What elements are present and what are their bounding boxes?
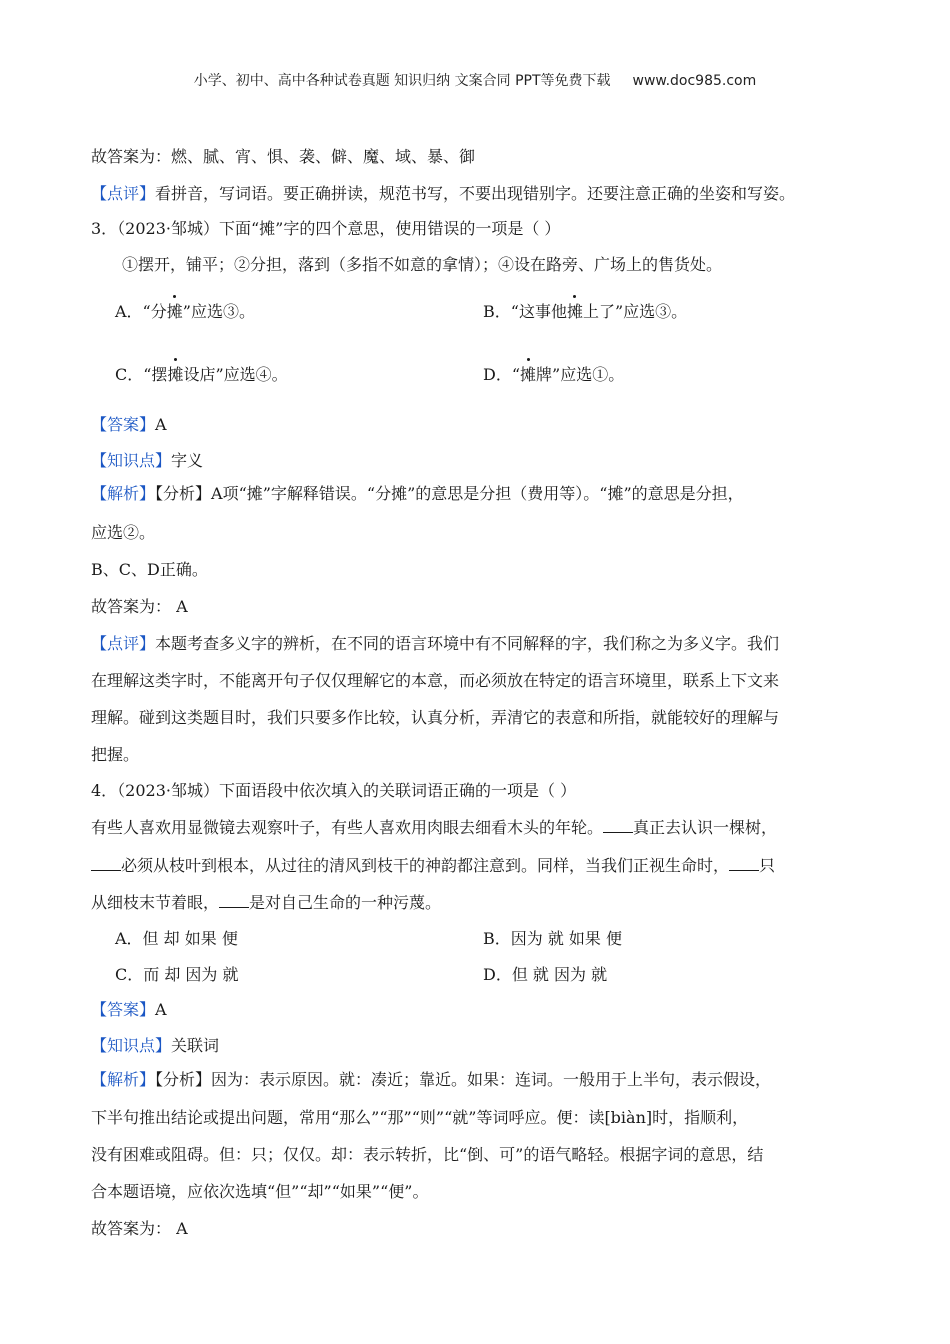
q4-analysis: 【解析】【分析】因为：表示原因。就：凑近；靠近。如果：连词。一般用于上半句，表示假设， [91, 1070, 772, 1089]
emphasis-dot: 摊 [566, 302, 583, 321]
q3-knowledge-point [91, 450, 203, 472]
q4-analysis-4: 合本题语境，应依次选填“但”“却”“如果”“便”。 [91, 1182, 429, 1201]
q3-analysis-3: B、C、D正确。 [91, 560, 208, 579]
kp-tag: 【知识点】 [91, 1036, 172, 1055]
answer-tag: 【答案】 [91, 1000, 156, 1019]
q3-meanings: ①摆开，铺平；②分担，落到（多指不如意的拿情）；④设在路旁、广场上的售货处。 [122, 255, 723, 274]
fill-blank[interactable] [603, 818, 633, 833]
q3-comment: 【点评】本题考查多义字的辨析，在不同的语言环境中有不同解释的字，我们称之为多义字。我们 [91, 634, 780, 653]
q4-stem: 4．（2023·邹城）下面语段中依次填入的关联词语正确的一项是（ ） [91, 781, 577, 800]
q2-answer: 故答案为：燃、腻、宵、惧、袭、僻、魔、域、暴、御 [91, 147, 476, 166]
fill-blank[interactable] [91, 856, 121, 871]
q4-final-answer: 故答案为： A [91, 1219, 188, 1238]
q2-comment [91, 183, 795, 205]
q3-analysis: 【解析】【分析】A项“摊”字解释错误。“分摊”的意思是分担（费用等）。“摊”的意思是分担， [91, 484, 744, 503]
q3-answer [91, 414, 167, 436]
answer-value: A [155, 415, 167, 434]
q3-option-d[interactable]: D．“摊牌”应选①。 [483, 365, 625, 384]
answer-value: A [155, 1000, 167, 1019]
comment-text: 看拼音，写词语。要正确拼读，规范书写，不要出现错别字。还要注意正确的坐姿和写姿。 [155, 184, 796, 203]
q4-analysis-2: 下半句推出结论或提出问题，常用“那么”“那”“则”“就”等词呼应。便：读[biàn]时，指顺利， [91, 1108, 749, 1127]
q3-option-c[interactable]: C．“摆摊设店”应选④。 [115, 365, 288, 384]
q3-option-b[interactable]: B．“这事他摊上了”应选③。 [483, 302, 688, 321]
q3-analysis-2: 应选②。 [91, 523, 156, 542]
q4-option-b[interactable]: B．因为 就 如果 便 [483, 929, 623, 948]
comment-tag: 【点评】 [91, 184, 156, 203]
emphasis-dot: 摊 [520, 365, 537, 384]
q3-comment-3: 理解。碰到这类题目时，我们只要多作比较，认真分析，弄清它的表意和所指，就能较好的理解与 [91, 708, 780, 727]
header-title: 小学、初中、高中各种试卷真题 知识归纳 文案合同 PPT等免费下载 [193, 73, 611, 89]
header-site[interactable]: www.doc985.com [632, 73, 757, 89]
kp-value: 关联词 [171, 1036, 220, 1055]
fill-blank[interactable] [729, 856, 759, 871]
fill-blank[interactable] [219, 893, 249, 908]
q4-answer [91, 999, 167, 1021]
emphasis-dot: 摊 [167, 365, 184, 384]
q3-comment-4: 把握。 [91, 745, 140, 764]
q4-option-a[interactable]: A．但 却 如果 便 [115, 929, 238, 948]
analysis-tag: 【解析】 [91, 484, 156, 503]
q4-option-c[interactable]: C．而 却 因为 就 [115, 965, 239, 984]
q3-final-answer: 故答案为： A [91, 597, 188, 616]
page-header [0, 70, 950, 90]
q3-comment-2: 在理解这类字时，不能离开句子仅仅理解它的本意，而必须放在特定的语言环境里，联系上下文来 [91, 671, 780, 690]
q3-option-a[interactable]: A．“分摊”应选③。 [115, 302, 255, 321]
kp-tag: 【知识点】 [91, 451, 172, 470]
q4-option-d[interactable]: D．但 就 因为 就 [483, 965, 608, 984]
comment-tag: 【点评】 [91, 634, 156, 653]
analysis-tag: 【解析】 [91, 1070, 156, 1089]
q4-analysis-3: 没有困难或阻碍。但：只；仅仅。却：表示转折，比“倒、可”的语气略轻。根据字词的意思，结 [91, 1145, 764, 1164]
emphasis-dot: 摊 [166, 302, 183, 321]
q4-passage-2: 必须从枝叶到根本，从过往的清风到枝干的神韵都注意到。同样，当我们正视生命时， 只 [91, 855, 775, 877]
q4-knowledge-point [91, 1035, 219, 1057]
kp-value: 字义 [171, 451, 204, 470]
q3-stem: 3．（2023·邹城）下面“摊”字的四个意思，使用错误的一项是（ ） [91, 219, 561, 238]
q4-passage-3: 从细枝末节着眼， 是对自己生命的一种污蔑。 [91, 893, 442, 912]
q4-passage-1: 有些人喜欢用显微镜去观察叶子，有些人喜欢用肉眼去细看木头的年轮。 真正去认识一棵树， [91, 818, 778, 837]
answer-tag: 【答案】 [91, 415, 156, 434]
